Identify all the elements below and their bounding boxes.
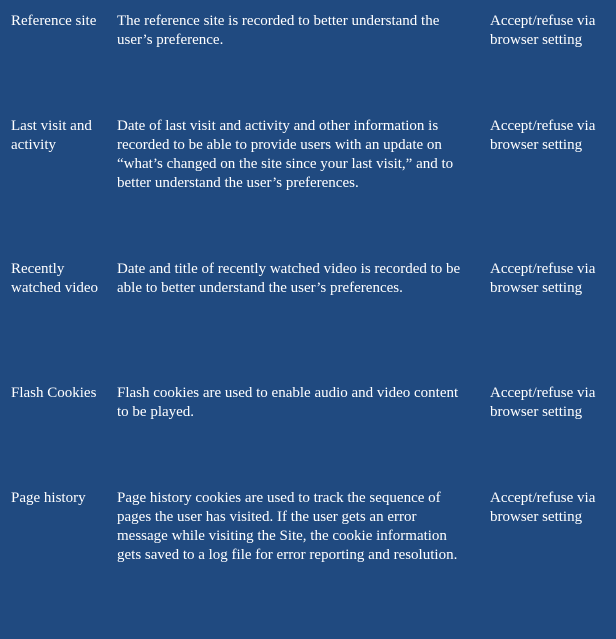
cookie-purpose: Flash cookies are used to enable audio and video content to be played. xyxy=(117,385,459,420)
cookie-name: Reference site xyxy=(11,13,97,29)
cookie-control: Accept/refuse via browser setting xyxy=(490,385,596,420)
cookie-control: Accept/refuse via browser setting xyxy=(490,261,596,296)
cookie-control: Accept/refuse via browser setting xyxy=(490,118,596,153)
cookie-name: Page history xyxy=(11,490,86,506)
cookie-control: Accept/refuse via browser setting xyxy=(490,13,596,48)
cookie-control: Accept/refuse via browser setting xyxy=(490,490,596,525)
cookie-name: Recently watched video xyxy=(11,261,99,296)
cookie-name: Flash Cookies xyxy=(11,385,97,401)
cookie-purpose: Date of last visit and activity and other information is recorded to be able to provide users with an update on “what’s changed on the site since your last visit,” and to better understand the user’s preferences. xyxy=(117,118,454,191)
cookie-purpose: Page history cookies are used to track the sequence of pages the user has visited. If the user gets an error message while visiting the Site, the cookie information gets saved to a log file for error reporting and resolution. xyxy=(117,490,458,563)
cookie-name: Last visit and activity xyxy=(11,118,92,153)
cookie-purpose: Date and title of recently watched video is recorded to be able to better understand the user’s preferences. xyxy=(117,261,461,296)
cookie-purpose: The reference site is recorded to better understand the user’s preference. xyxy=(117,13,440,48)
